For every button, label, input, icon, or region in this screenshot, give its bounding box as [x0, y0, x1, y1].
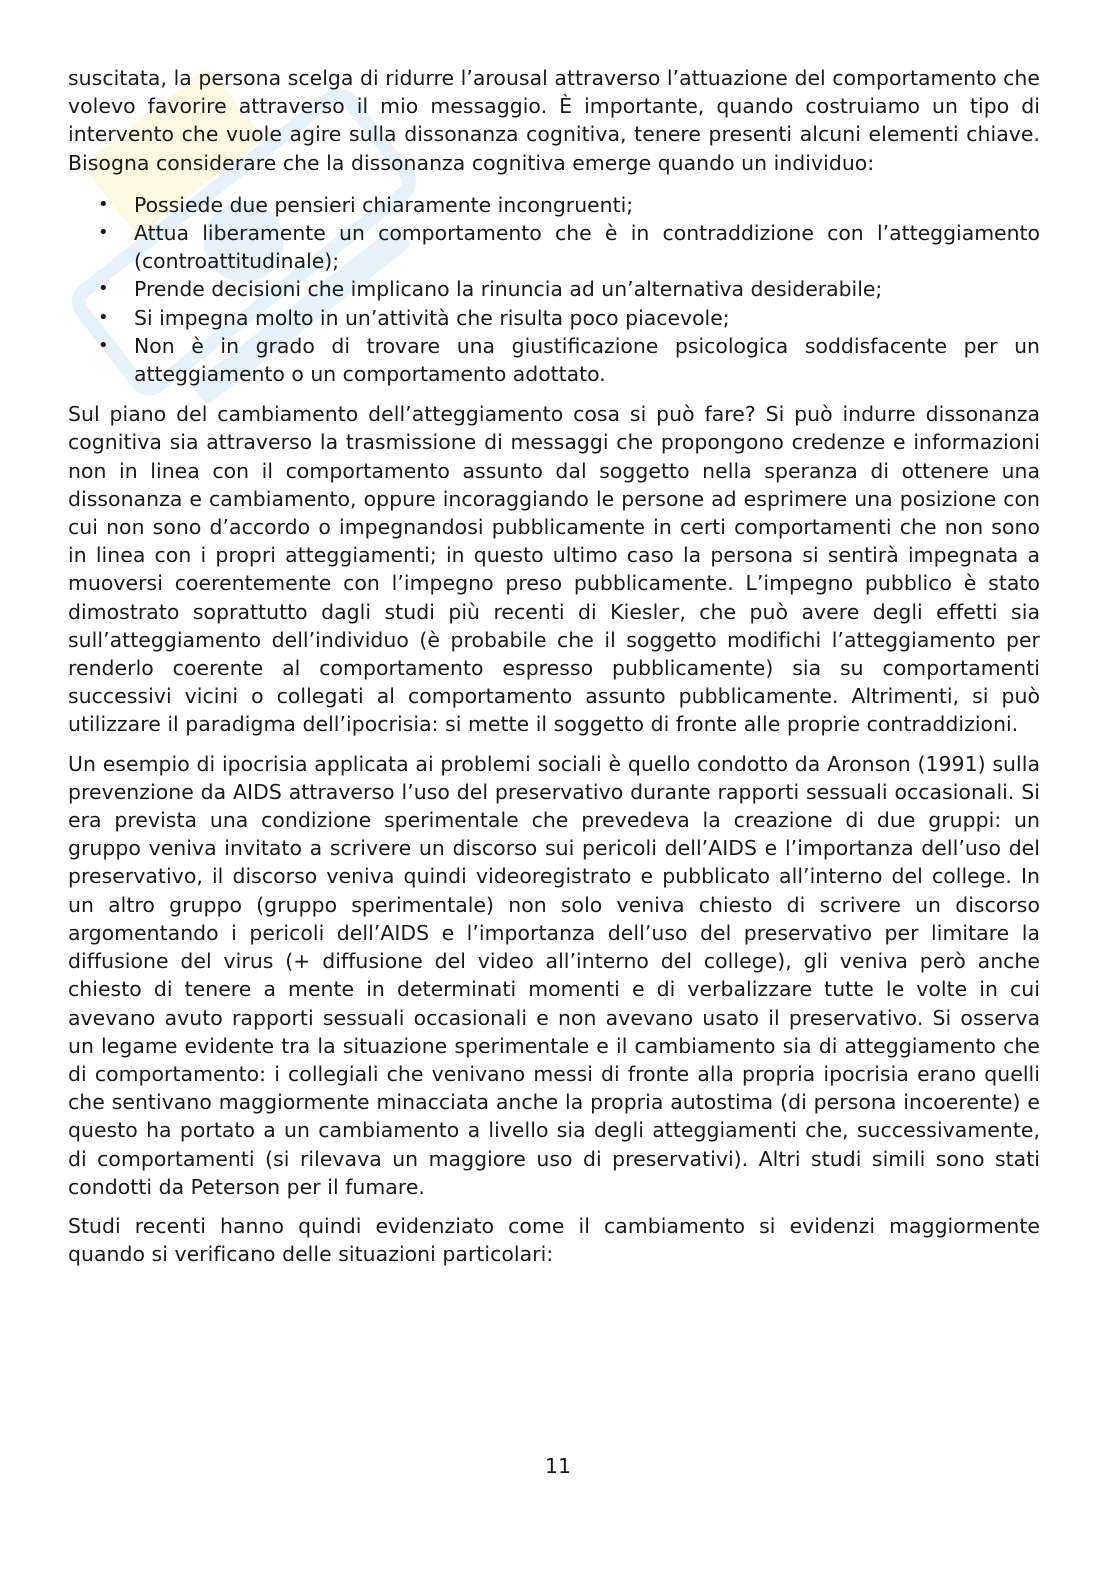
list-item: [68, 304, 1040, 332]
list-item: [68, 332, 1040, 388]
page-content: [68, 64, 1040, 1279]
list-item: [68, 219, 1040, 275]
paragraph-recent-studies: Studi recenti hanno quindi evidenziato come il cambiamento si evidenzi maggiormente quando si verificano delle situazioni particolari:: [68, 1213, 1040, 1267]
list-item: [68, 275, 1040, 303]
bullet-icon: •: [98, 278, 109, 300]
list-item-text: Si impegna molto in un’attività che risulta poco piacevole;: [134, 305, 730, 330]
paragraph-hypocrisy-example: Un esempio di ipocrisia applicata ai problemi sociali è quello condotto da Aronson (1991) sulla prevenzione da AIDS attraverso l’uso del preservativo durante rapporti sessuali occasionali. Si era prevista una condizione sperimentale che prevedeva la creazione di due gruppi: un gruppo veniva invitato a scrivere un discorso sui pericoli dell’AIDS e l’importanza dell’uso del preservativo, il discorso veniva quindi videoregistrato e pubblicato all’interno del college. In un altro gruppo (gruppo sperimentale) non solo veniva chiesto di scrivere un discorso argomentando i pericoli dell’AIDS e l’importanza dell’uso del preservativo per limitare la diffusione del virus (+ diffusione del video all’interno del college), gli veniva però anche chiesto di tenere a mente in determinati momenti e di verbalizzare tutte le volte in cui avevano avuto rapporti sessuali occasionali e non avevano usato il preservativo. Si osserva un legame evidente tra la situazione sperimentale e il cambiamento sia di atteggiamento che di comportamento: i collegiali che venivano messi di fronte alla propria ipocrisia erano quelli che sentivano maggiormente minacciata anche la propria autostima (di persona incoerente) e questo ha portato a un cambiamento a livello sia degli atteggiamenti che, successivamente, di comportamenti (si rilevava un maggiore uso di preservativi). Altri studi simili sono stati condotti da Peterson per il fumare.: [68, 751, 1040, 1199]
list-item-text: Attua liberamente un comportamento che è in contraddizione con l’atteggiamento (controattitudinale);: [134, 221, 1040, 274]
list-item-text: Non è in grado di trovare una giustificazione psicologica soddisfacente per un atteggiamento o un comportamento adottato.: [134, 333, 1040, 387]
bullet-icon: •: [98, 222, 109, 244]
list-item-text: Possiede due pensieri chiaramente incongruenti;: [134, 192, 634, 217]
page-number: 11: [545, 1454, 571, 1478]
bullet-icon: •: [98, 306, 109, 328]
paragraph-attitude-change: Sul piano del cambiamento dell’atteggiamento cosa si può fare? Si può indurre dissonanza cognitiva sia attraverso la trasmissione di messaggi che propongono credenze e informazioni non in linea con il comportamento assunto dal soggetto nella speranza di ottenere una dissonanza e cambiamento, oppure incoraggiando le persone ad esprimere una posizione con cui non sono d’accordo o impegnandosi pubblicamente in certi comportamenti che non sono in linea con i propri atteggiamenti; in questo ultimo caso la persona si sentirà impegnata a muoversi coerentemente con l’impegno preso pubblicamente. L’impegno pubblico è stato dimostrato soprattutto dagli studi più recenti di Kiesler, che può avere degli effetti sia sull’atteggiamento dell’individuo (è probabile che il soggetto modifichi l’atteggiamento per renderlo coerente al comportamento espresso pubblicamente) sia su comportamenti successivi vicini o collegati al comportamento assunto pubblicamente. Altrimenti, si può utilizzare il paradigma dell’ipocrisia: si mette il soggetto di fronte alle proprie contraddizioni.: [68, 402, 1040, 737]
list-item: [68, 191, 1040, 219]
bullet-icon: •: [98, 334, 109, 356]
dissonance-conditions-list: [68, 191, 1040, 388]
list-item-text: Prende decisioni che implicano la rinuncia ad un’alternativa desiderabile;: [134, 277, 883, 302]
paragraph-intro: suscitata, la persona scelga di ridurre l’arousal attraverso l’attuazione del comportamento che volevo favorire attraverso il mio messaggio. È importante, quando costruiamo un tipo di intervento che vuole agire sulla dissonanza cognitiva, tenere presenti alcuni elementi chiave. Bisogna considerare che la dissonanza cognitiva emerge quando un individuo:: [68, 66, 1040, 175]
bullet-icon: •: [98, 193, 109, 215]
